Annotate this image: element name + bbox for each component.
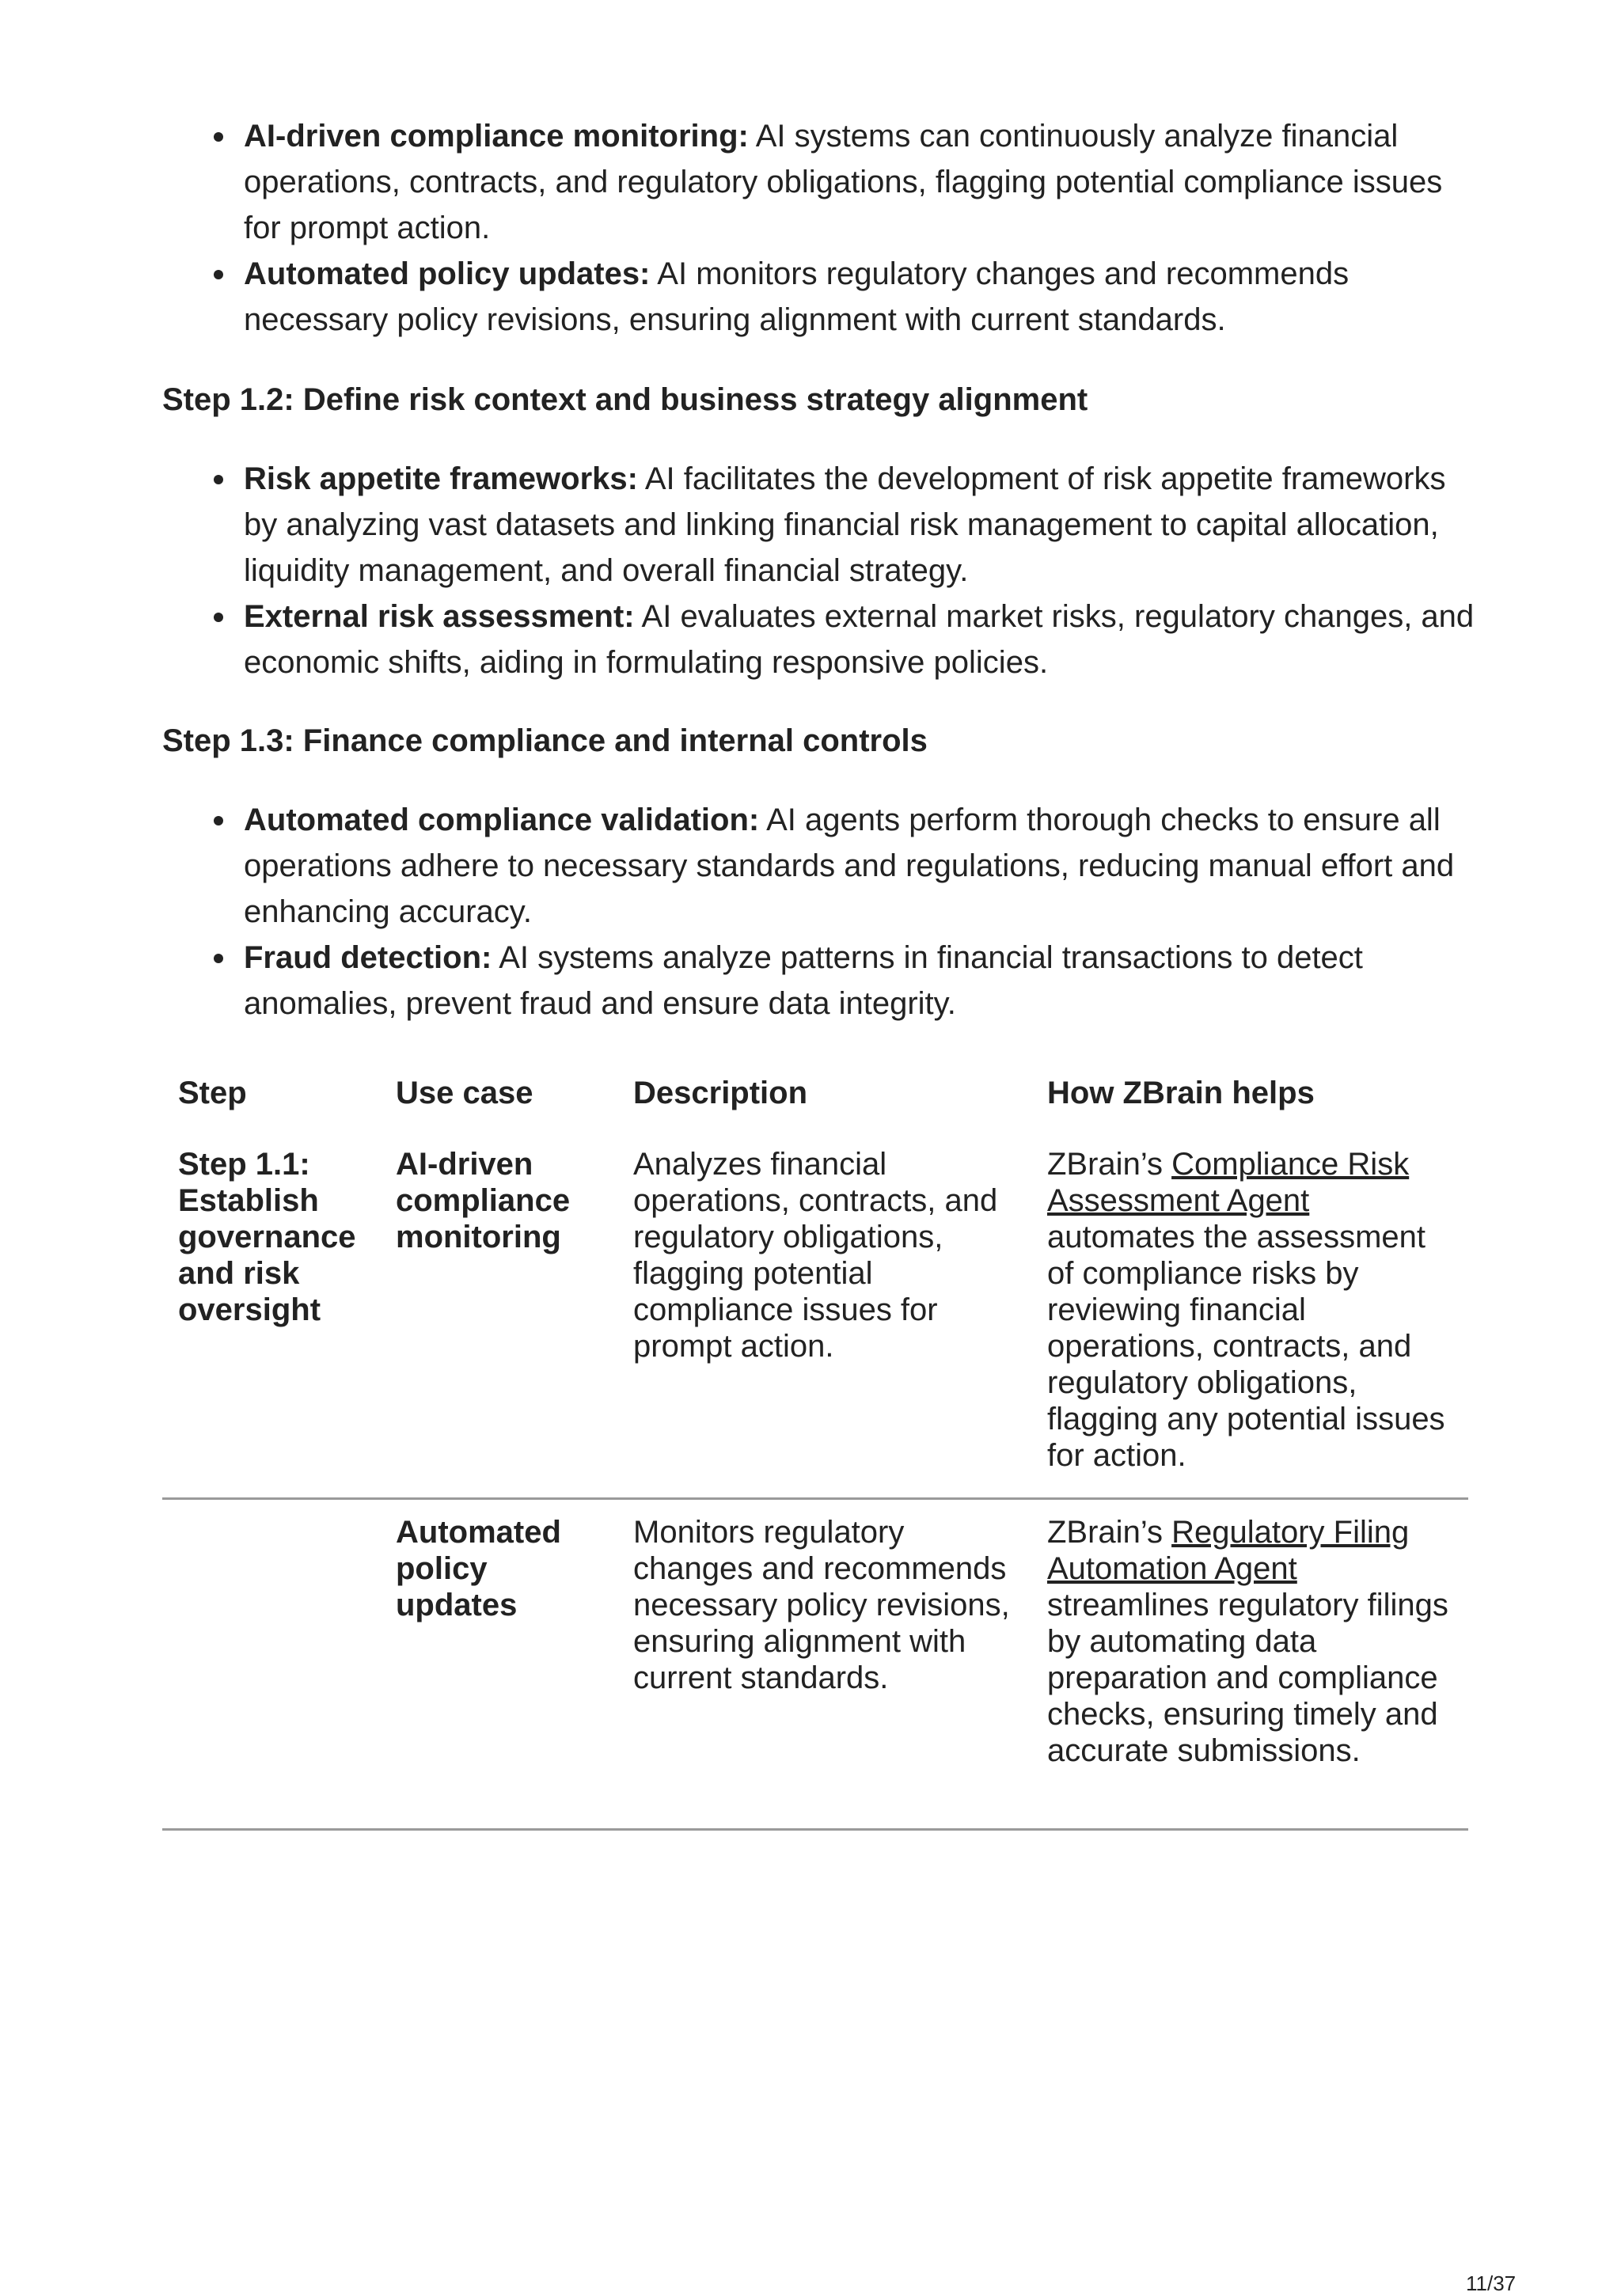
list-item — [244, 935, 1479, 1027]
list-item — [244, 251, 1479, 343]
step-1-3-bullet-list — [244, 797, 1479, 1027]
step-1-2-bullet-list — [244, 456, 1479, 685]
step-1-2-heading: Step 1.2: Define risk context and business strategy alignment — [162, 382, 1088, 417]
bullet-text: AI systems analyze patterns in financial transactions to detect anomalies, prevent fraud and ensure data integrity. — [244, 940, 1363, 1021]
list-item — [244, 797, 1479, 935]
bullet-text: AI facilitates the development of risk appetite frameworks by analyzing vast datasets and linking financial risk management to capital allocation, liquidity management, and overall financial strategy. — [244, 461, 1446, 588]
compliance-risk-assessment-agent-link[interactable]: Compliance Risk Assessment Agent — [1047, 1147, 1410, 1218]
how-suffix: automates the assessment of compliance risks by reviewing financial operations, contracts, and regulatory obligations, flagging any potential issues for action. — [1047, 1220, 1445, 1473]
list-item — [244, 594, 1479, 685]
bullet-term: External risk assessment: — [244, 599, 635, 634]
regulatory-filing-automation-agent-link[interactable]: Regulatory Filing Automation Agent — [1047, 1515, 1410, 1586]
row-use-case: Automated policy updates — [396, 1515, 561, 1622]
page-number: 11/37 — [1466, 2271, 1517, 2295]
row-how-zbrain-helps — [1047, 1146, 1459, 1474]
table-bottom-border — [162, 1828, 1468, 1831]
bullet-text: AI agents perform thorough checks to ensure all operations adhere to necessary standards and regulations, reducing manual effort and enhancing accuracy. — [244, 803, 1455, 929]
row-step: Step 1.1: Establish governance and risk oversight — [178, 1147, 356, 1327]
bullet-term: Fraud detection: — [244, 940, 492, 975]
how-prefix: ZBrain’s — [1047, 1147, 1172, 1182]
bullet-term: Automated compliance validation: — [244, 803, 760, 837]
header-how-zbrain-helps: How ZBrain helps — [1047, 1076, 1315, 1110]
how-prefix: ZBrain’s — [1047, 1515, 1172, 1550]
row-description: Monitors regulatory changes and recommends necessary policy revisions, ensuring alignment with current standards. — [633, 1515, 1010, 1695]
list-item — [244, 456, 1479, 594]
bullet-text: AI systems can continuously analyze financial operations, contracts, and regulatory obligations, flagging potential compliance issues for prompt action. — [244, 119, 1443, 245]
step-1-3-heading: Step 1.3: Finance compliance and internal controls — [162, 723, 928, 758]
header-description: Description — [633, 1076, 808, 1110]
top-bullet-list — [244, 113, 1479, 343]
header-step: Step — [178, 1076, 247, 1110]
bullet-term: Risk appetite frameworks: — [244, 461, 638, 496]
row-use-case: AI-driven compliance monitoring — [396, 1147, 571, 1254]
bullet-text: AI monitors regulatory changes and recommends necessary policy revisions, ensuring alignment with current standards. — [244, 256, 1350, 337]
bullet-text: AI evaluates external market risks, regulatory changes, and economic shifts, aiding in formulating responsive policies. — [244, 599, 1475, 680]
how-suffix: streamlines regulatory filings by automating data preparation and compliance checks, ensuring timely and accurate submissions. — [1047, 1588, 1448, 1768]
row-description: Analyzes financial operations, contracts, and regulatory obligations, flagging potential compliance issues for prompt action. — [633, 1147, 998, 1364]
bullet-term: Automated policy updates: — [244, 256, 651, 291]
list-item — [244, 113, 1479, 251]
row-divider — [162, 1497, 1468, 1500]
row-how-zbrain-helps — [1047, 1514, 1459, 1769]
bullet-term: AI-driven compliance monitoring: — [244, 119, 749, 154]
header-use-case: Use case — [396, 1076, 533, 1110]
